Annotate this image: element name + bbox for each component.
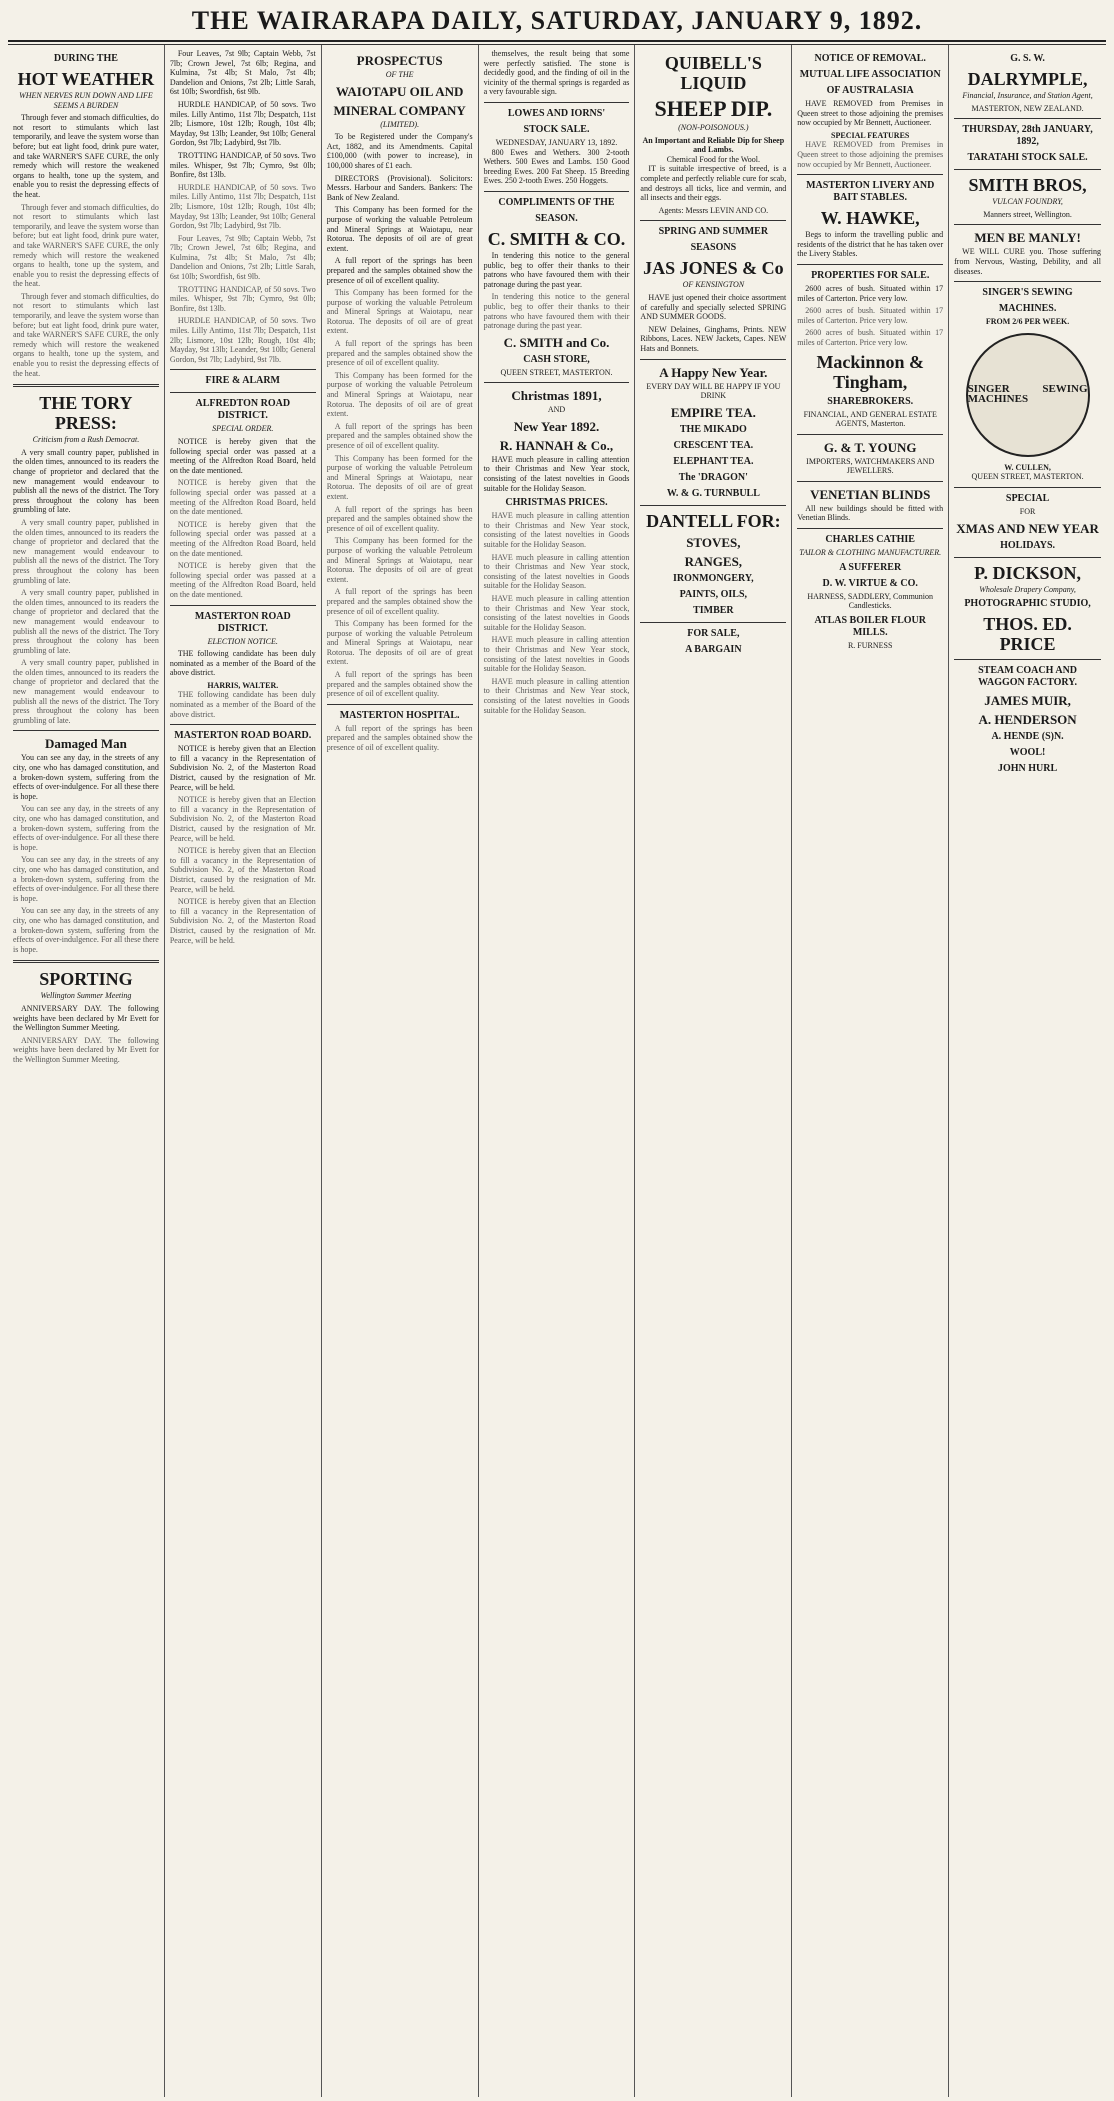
prospectus-text: To be Registered under the Company's Act, 1882, and its Amendments. Capital £100,000 (with power to increase), in 100,000 shares of £1 each. bbox=[326, 132, 473, 170]
advert-text: In tendering this notice to the general public, beg to offer their thanks to their patrons who have favoured them with their patronage during the past year. bbox=[483, 292, 630, 331]
divider bbox=[170, 605, 316, 606]
race-weights: HURDLE HANDICAP, of 50 sovs. Two miles. Lilly Antimo, 11st 7lb; Despatch, 11st 2lb; Lismore, 10st 12lb; Rough, 10st 4lb; Mayday, 9st 13lb; Leander, 9st 10lb; General Gordon, 9st 7lb; Ladybird, 9st 7lb. bbox=[169, 99, 316, 148]
advert-text: R. FURNESS bbox=[847, 640, 893, 650]
heading-john-hurl: JOHN HURL bbox=[997, 763, 1058, 775]
divider bbox=[954, 118, 1101, 119]
subheading-election-notice: ELECTION NOTICE. bbox=[207, 636, 278, 646]
heading-dalrymple: DALRYMPLE, bbox=[967, 69, 1088, 89]
address: QUEEN STREET, MASTERTON. bbox=[500, 367, 613, 377]
heading-for-sale: FOR SALE, bbox=[687, 627, 740, 639]
article-text: themselves, the result being that some were perfectly satisfied. The stone is decidedly good, and the finding of oil in the vicinity of the thermal springs is regarded as a very favourable sign. bbox=[483, 49, 630, 97]
heading-season: SEASON. bbox=[535, 212, 578, 224]
seal-text: SINGER SEWING MACHINES bbox=[967, 383, 1088, 405]
article-text: You can see any day, in the streets of any city, one who has damaged constitution, and a broken-down system, suffering from the effects of over-indulgence. For all these there is hope. bbox=[13, 753, 159, 801]
divider bbox=[13, 960, 159, 963]
property-list: 2600 acres of bush. Situated within 17 miles of Carterton. Price very low. bbox=[797, 283, 944, 303]
item-timber: TIMBER bbox=[693, 604, 734, 616]
heading-turnbull: W. & G. TURNBULL bbox=[666, 487, 760, 499]
special-features: SPECIAL FEATURES bbox=[831, 130, 910, 140]
heading-fire-alarm: FIRE & ALARM bbox=[205, 375, 280, 387]
heading-dragon: The 'DRAGON' bbox=[678, 471, 748, 483]
race-weights: TROTTING HANDICAP, of 50 sovs. Two miles. Whisper, 9st 7lb; Cymro, 9st 0lb; Bonfire, 8st 13lb. bbox=[169, 150, 316, 180]
heading-mikado: THE MIKADO bbox=[679, 423, 747, 435]
prospectus-text: This Company has been formed for the purpose of working the valuable Petroleum and Mineral Springs at Waiotapu, near Rotorua. The deposits of oil are of great extent. bbox=[326, 370, 473, 419]
subheading-of-the: OF THE bbox=[385, 70, 414, 79]
heading-men-be-manly: MEN BE MANLY! bbox=[974, 230, 1081, 246]
item-stoves: STOVES, bbox=[686, 534, 741, 550]
heading-spring-summer: SPRING AND SUMMER bbox=[658, 226, 769, 238]
heading-christmas: Christmas 1891, bbox=[511, 388, 602, 404]
race-weights: HURDLE HANDICAP, of 50 sovs. Two miles. Lilly Antimo, 11st 7lb; Despatch, 11st 2lb; Lismore, 10st 12lb; Rough, 10st 4lb; Mayday, 9st 13lb; Leander, 9st 10lb; General Gordon, 9st 7lb; Ladybird, 9st 7lb. bbox=[169, 182, 316, 231]
sale-date: WEDNESDAY, JANUARY 13, 1892. bbox=[495, 137, 618, 147]
prospectus-text: A full report of the springs has been prepared and the samples obtained show the presence of oil of excellent quality. bbox=[326, 504, 473, 533]
subheading-stock-sale: STOCK SALE. bbox=[523, 123, 590, 135]
divider bbox=[954, 557, 1101, 558]
subheading-special-order: SPECIAL ORDER. bbox=[212, 424, 274, 434]
heading-elephant-tea: ELEPHANT TEA. bbox=[673, 455, 754, 467]
heading-taratahi: TARATAHI STOCK SALE. bbox=[967, 152, 1088, 164]
tagline: An Important and Reliable Dip for Sheep and Lambs. bbox=[642, 135, 785, 155]
heading-hende: A. HENDE (S)N. bbox=[991, 731, 1064, 743]
heading-virtue: D. W. VIRTUE & CO. bbox=[822, 577, 918, 589]
subheading-limited: (LIMITED). bbox=[380, 119, 420, 129]
heading-holidays: HOLIDAYS. bbox=[1000, 539, 1056, 551]
notice-text: NOTICE is hereby given that an Election to fill a vacancy in the Representation of Subdivision No. 2, of the Masterton Road District, caused by the resignation of Mr. Pearce, will be held. bbox=[169, 795, 316, 843]
divider bbox=[484, 102, 630, 103]
heading-notice-removal: NOTICE OF REMOVAL. bbox=[814, 53, 926, 64]
prospectus-text: This Company has been formed for the purpose of working the valuable Petroleum and Mineral Springs at Waiotapu, near Rotorua. The deposits of oil are of great extent. bbox=[326, 536, 473, 584]
heading-waiotapu: WAIOTAPU OIL AND bbox=[335, 83, 464, 99]
advert-text: HAVE much pleasure in calling attention to their Christmas and New Year stock, consisting of the latest novelties in Goods suitable for the Holiday Season. bbox=[483, 594, 630, 632]
agent-name: W. CULLEN, bbox=[1004, 462, 1051, 472]
notice-text: NOTICE is hereby given that the following special order was passed at a meeting of the Alfredton Road Board, held on the date mentioned. bbox=[169, 519, 316, 558]
divider bbox=[640, 220, 786, 221]
divider bbox=[327, 704, 473, 705]
heading-sheep-dip: SHEEP DIP. bbox=[654, 96, 773, 121]
subheading-nerves: WHEN NERVES RUN DOWN AND LIFE SEEMS A BURDEN bbox=[19, 91, 153, 110]
article-text: You can see any day, in the streets of any city, one who has damaged constitution, and a broken-down system, suffering from the effects of over-indulgence. For all these there is hope. bbox=[13, 804, 159, 852]
heading-sporting: SPORTING bbox=[39, 969, 133, 990]
heading-livery-stables: MASTERTON LIVERY AND BAIT STABLES. bbox=[806, 180, 935, 204]
subheading-sharebrokers: SHAREBROKERS. bbox=[827, 395, 914, 407]
advert-text: Begs to inform the travelling public and residents of the district that he has taken over the Livery Stables. bbox=[797, 230, 944, 259]
heading-sufferer: A SUFFERER bbox=[839, 561, 902, 573]
price-line: FROM 2/6 PER WEEK. bbox=[985, 317, 1070, 327]
heading-tory-press: THE TORY PRESS: bbox=[39, 393, 133, 434]
heading-gsw: G. S. W. bbox=[1010, 53, 1045, 64]
heading-price: THOS. ED. PRICE bbox=[983, 614, 1072, 655]
heading-atlas-mills: ATLAS BOILER FLOUR MILLS. bbox=[814, 614, 926, 638]
agents: Agents: Messrs LEVIN AND CO. bbox=[658, 205, 769, 215]
divider bbox=[13, 730, 159, 731]
address: Manners street, Wellington. bbox=[983, 209, 1072, 219]
prospectus-text: A full report of the springs has been prepared and the samples obtained show the presence of oil of excellent quality. bbox=[326, 339, 473, 368]
column-7 bbox=[949, 45, 1106, 2097]
heading-mutual-life: MUTUAL LIFE ASSOCIATION bbox=[799, 69, 941, 80]
heading-g-t-young: G. & T. YOUNG bbox=[823, 439, 917, 455]
notice-text: THE following candidate has been duly nominated as a member of the Board of the above district. bbox=[169, 649, 316, 678]
divider bbox=[484, 191, 630, 192]
heading-bargain: A BARGAIN bbox=[685, 643, 742, 655]
prospectus-text: A full report of the springs has been prepared and the samples obtained show the presence of oil of excellent quality. bbox=[326, 587, 473, 616]
advert-text: HARNESS, SADDLERY, Communion Candlesticks. bbox=[807, 591, 934, 611]
subheading-non-poisonous: (NON-POISONOUS.) bbox=[678, 123, 749, 132]
property-list: 2600 acres of bush. Situated within 17 miles of Carterton. Price very low. bbox=[797, 306, 944, 325]
race-weights: Four Leaves, 7st 9lb; Captain Webb, 7st 7lb; Crown Jewel, 7st 6lb; Regina, and Kulmina, 7st 4lb; St Malo, 7st 4lb; Dandelion and Onions, 7st 2lb; Little Sarah, 6st 10lb; Swordfish, 6st 9lb. bbox=[169, 49, 316, 97]
address: MASTERTON, NEW ZEALAND. bbox=[971, 103, 1084, 113]
prospectus-text: A full report of the springs has been prepared and the samples obtained show the presence of oil of excellent quality. bbox=[326, 256, 473, 285]
heading-james-muir: JAMES MUIR, bbox=[984, 693, 1071, 709]
divider bbox=[797, 528, 943, 529]
heading-masterton-road-board: MASTERTON ROAD BOARD. bbox=[174, 730, 312, 742]
article-text: A very small country paper, published in the olden times, announced to its readers the change of proprietor and declared that the new management would endeavour to publish all the news of the district. The Tory press throughout the colony has been grumbling of late. bbox=[13, 517, 159, 585]
heading-for: FOR bbox=[1019, 506, 1036, 516]
heading-damaged-man: Damaged Man bbox=[44, 736, 127, 752]
prospectus-text: DIRECTORS (Provisional). Solicitors: Messrs. Harbour and Sanders. Bankers: The Bank of New Zealand. bbox=[326, 173, 473, 202]
subheading-tailor: TAILOR & CLOTHING MANUFACTURER. bbox=[799, 548, 942, 558]
notice-text: NOTICE is hereby given that an Election to fill a vacancy in the Representation of Subdivision No. 2, of the Masterton Road District, caused by the resignation of Mr. Pearce, will be held. bbox=[169, 897, 316, 945]
heading-c-smith-co: C. SMITH and Co. bbox=[503, 334, 610, 350]
heading-mineral-company: MINERAL COMPANY bbox=[333, 102, 466, 118]
divider bbox=[797, 264, 943, 265]
heading-during: DURING THE bbox=[53, 53, 118, 64]
article-text: A very small country paper, published in the olden times, announced to its readers the change of proprietor and declared that the new management would endeavour to publish all the news of the district. The Tory press throughout the colony has been grumbling of late. bbox=[13, 658, 159, 725]
advert-text: HAVE much pleasure in calling attention to their Christmas and New Year stock, consisting of the latest novelties in Goods suitable for the Holiday Season. bbox=[483, 511, 630, 550]
heading-thursday: THURSDAY, 28th JANUARY, 1892, bbox=[962, 124, 1093, 148]
divider bbox=[170, 392, 316, 393]
heading-photo-studio: PHOTOGRAPHIC STUDIO, bbox=[964, 598, 1091, 610]
advert-text: HAVE much pleasure in calling attention to their Christmas and New Year stock, consisting of the latest novelties in Goods suitable for the Holiday Season. bbox=[483, 552, 630, 591]
heading-charles-cathie: CHARLES CATHIE bbox=[825, 534, 915, 546]
advert-text: FINANCIAL, AND GENERAL ESTATE AGENTS, Masterton. bbox=[803, 409, 937, 429]
sale-list: 800 Ewes and Wethers. 300 2-tooth Wethers. 500 Ewes and Lambs. 150 Good breeding Ewes. 200 Fat Sheep. 15 Breeding Ewes. 250 2-tooth Ewes. 250 Hoggets. bbox=[483, 147, 630, 186]
heading-empire-tea: EMPIRE TEA. bbox=[670, 404, 756, 420]
heading-quibells: QUIBELL'S LIQUID bbox=[664, 53, 762, 93]
heading-new-year: New Year 1892. bbox=[513, 418, 600, 434]
prospectus-text: A full report of the springs has been prepared and the samples obtained show the presence of oil of excellent quality. bbox=[326, 670, 473, 699]
heading-w-hawke: W. HAWKE, bbox=[820, 208, 920, 229]
heading-p-dickson: P. DICKSON, bbox=[974, 562, 1081, 583]
article-text: Through fever and stomach difficulties, do not resort to stimulants which last temporarily, and leave the system worse than before; but eat light food, drink pure water, and take WARNER'S SAFE CURE, the only remedy which will restore the weakened organs to health, tone up the system, and enable you to resist the depressing effects of the heat. bbox=[13, 202, 159, 289]
heading-special: SPECIAL bbox=[1005, 492, 1050, 504]
heading-alfredton: ALFREDTON ROAD DISTRICT. bbox=[195, 398, 291, 422]
notice-text: THE following candidate has been duly nominated as a member of the Board of the above district. bbox=[169, 690, 316, 719]
advert-text: NEW Delaines, Ginghams, Prints. NEW Ribbons, Laces. NEW Jackets, Capes. NEW Hats and Bonnets. bbox=[640, 324, 787, 353]
divider bbox=[954, 659, 1101, 660]
item-ironmongery: IRONMONGERY, bbox=[673, 572, 754, 584]
masthead: THE WAIRARAPA DAILY, SATURDAY, JANUARY 9, 1892. bbox=[8, 6, 1106, 42]
subheading-summer-meeting: Wellington Summer Meeting bbox=[40, 991, 132, 1001]
prospectus-text: This Company has been formed for the purpose of working the valuable Petroleum and Mineral Springs at Waiotapu, near Rotorua. The deposits of oil are of great extent. bbox=[326, 619, 473, 667]
advert-text: HAVE much pleasure in calling attention to their Christmas and New Year stock, consisting of the latest novelties in Goods suitable for the Holiday Season. bbox=[483, 635, 630, 674]
advert-text: IMPORTERS, WATCHMAKERS AND JEWELLERS. bbox=[806, 456, 935, 476]
property-list: 2600 acres of bush. Situated within 17 miles of Carterton. Price very low. bbox=[797, 328, 944, 347]
heading-masterton-road-district: MASTERTON ROAD DISTRICT. bbox=[194, 610, 291, 634]
heading-seasons: SEASONS bbox=[690, 242, 737, 254]
heading-jas-jones: JAS JONES & Co bbox=[643, 258, 784, 279]
heading-crescent-tea: CRESCENT TEA. bbox=[673, 439, 754, 451]
notice-text: HAVE REMOVED from Premises in Queen street to those adjoining the premises now occupied by Mr Bennett, Auctioneer. bbox=[797, 140, 944, 169]
divider bbox=[484, 382, 630, 383]
tagline: EVERY DAY WILL BE HAPPY IF YOU DRINK bbox=[646, 381, 781, 401]
heading-compliments: COMPLIMENTS OF THE bbox=[498, 196, 615, 208]
article-text: A very small country paper, published in the olden times, announced to its readers the change of proprietor and declared that the new management would endeavour to publish all the news of the district. The Tory press throughout the colony has been grumbling of late. bbox=[13, 447, 159, 515]
advert-text: WE WILL CURE you. Those suffering from Nervous, Wasting, Debility, and all diseases. bbox=[954, 247, 1101, 276]
notice-text: NOTICE is hereby given that an Election to fill a vacancy in the Representation of Subdivision No. 2, of the Masterton Road District, caused by the resignation of Mr. Pearce, will be held. bbox=[169, 846, 316, 894]
divider bbox=[954, 169, 1101, 170]
heading-smith-bros: SMITH BROS, bbox=[968, 175, 1087, 196]
notice-text: NOTICE is hereby given that the following special order was passed at a meeting of the Alfredton Road Board, held on the date mentioned. bbox=[169, 478, 316, 517]
race-weights: TROTTING HANDICAP, of 50 sovs. Two miles. Whisper, 9st 7lb; Cymro, 9st 0lb; Bonfire, 8st 13lb. bbox=[169, 284, 316, 313]
heading-lowes-iorns: LOWES AND IORNS' bbox=[507, 107, 606, 119]
race-weights: Four Leaves, 7st 9lb; Captain Webb, 7st 7lb; Crown Jewel, 7st 6lb; Regina, and Kulmina, 7st 4lb; St Malo, 7st 4lb; Dandelion and Onions, 7st 2lb; Little Sarah, 6st 10lb; Swordfish, 6st 9lb. bbox=[169, 233, 316, 282]
divider bbox=[640, 505, 786, 506]
advert-text: HAVE just opened their choice assortment of carefully and specially selected SPRING AND SUMMER GOODS. bbox=[640, 292, 787, 322]
heading-prospectus: PROSPECTUS bbox=[356, 53, 443, 68]
heading-mackinnon: Mackinnon & Tingham, bbox=[816, 351, 924, 392]
prospectus-text: This Company has been formed for the purpose of working the valuable Petroleum and Mineral Springs at Waiotapu, near Rotorua. The deposits of oil are of great extent. bbox=[326, 453, 473, 501]
heading-machines: MACHINES. bbox=[998, 303, 1057, 315]
heading-henderson: A. HENDERSON bbox=[978, 712, 1077, 728]
column-4 bbox=[479, 45, 636, 2097]
heading-singers: SINGER'S SEWING bbox=[982, 287, 1073, 299]
columns bbox=[8, 44, 1106, 2097]
tagline: Chemical Food for the Wool. bbox=[666, 154, 760, 164]
article-text: ANNIVERSARY DAY. The following weights have been declared by Mr Evett for the Wellington Summer Meeting. bbox=[13, 1035, 159, 1064]
advert-text: HAVE much pleasure in calling attention to their Christmas and New Year stock, consisting of the latest novelties in Goods suitable for the Holiday Season. bbox=[483, 454, 630, 493]
notice-text: NOTICE is hereby given that the following special order was passed at a meeting of the Alfredton Road Board, held on the date mentioned. bbox=[169, 561, 316, 599]
candidate-name: HARRIS, WALTER. bbox=[207, 680, 279, 690]
divider bbox=[954, 487, 1101, 488]
column-6 bbox=[792, 45, 949, 2097]
race-weights: HURDLE HANDICAP, of 50 sovs. Two miles. Lilly Antimo, 11st 7lb; Despatch, 11st 2lb; Lismore, 10st 12lb; Rough, 10st 4lb; Mayday, 9st 13lb; Leander, 9st 10lb; General Gordon, 9st 7lb; Ladybird, 9st 7lb. bbox=[169, 316, 316, 364]
heading-c-smith: C. SMITH & CO. bbox=[487, 228, 626, 249]
divider bbox=[640, 359, 786, 360]
heading-wool: WOOL! bbox=[1009, 747, 1046, 759]
article-text: Through fever and stomach difficulties, do not resort to stimulants which last temporarily, and leave the system worse than before; but eat light food, drink pure water, and take WARNER'S SAFE CURE, the only remedy which will restore the weakened organs to health, tone up the system, and enable you to resist the depressing effects of the heat. bbox=[13, 113, 159, 199]
subheading-criticism: Criticism from a Rush Democrat. bbox=[32, 435, 140, 445]
subheading-cash-store: CASH STORE, bbox=[523, 353, 590, 365]
heading-happy-new-year: A Happy New Year. bbox=[659, 364, 768, 380]
heading-coach-factory: STEAM COACH AND WAGGON FACTORY. bbox=[978, 665, 1078, 689]
heading-venetian-blinds: VENETIAN BLINDS bbox=[810, 486, 931, 502]
address: QUEEN STREET, MASTERTON. bbox=[971, 472, 1084, 482]
divider bbox=[954, 224, 1101, 225]
article-text: Through fever and stomach difficulties, do not resort to stimulants which last temporarily, and leave the system worse than before; but eat light food, drink pure water, and take WARNER'S SAFE CURE, the only remedy which will restore the weakened organs to health, tone up the system, and enable you to resist the depressing effects of the heat. bbox=[13, 291, 159, 378]
article-text: You can see any day, in the streets of any city, one who has damaged constitution, and a broken-down system, suffering from the effects of over-indulgence. For all these there is hope. bbox=[13, 906, 159, 954]
notice-text: NOTICE is hereby given that an Election to fill a vacancy in the Representation of Subdivision No. 2, of the Masterton Road District, caused by the resignation of Mr. Pearce, will be held. bbox=[169, 744, 316, 792]
item-ranges: RANGES, bbox=[684, 553, 743, 569]
notice-text: A full report of the springs has been prepared and the samples obtained show the presence of oil of excellent quality. bbox=[326, 723, 473, 753]
divider bbox=[640, 622, 786, 623]
divider bbox=[797, 434, 943, 435]
subheading-wholesale: Wholesale Drapery Company, bbox=[979, 584, 1076, 594]
column-5 bbox=[635, 45, 792, 2097]
heading-r-hannah: R. HANNAH & Co., bbox=[499, 437, 614, 453]
heading-properties: PROPERTIES FOR SALE. bbox=[811, 269, 930, 281]
heading-australasia: OF AUSTRALASIA bbox=[826, 85, 914, 96]
subheading-vulcan: VULCAN FOUNDRY, bbox=[992, 197, 1063, 207]
column-3 bbox=[322, 45, 479, 2097]
prospectus-text: This Company has been formed for the purpose of working the valuable Petroleum and Mineral Springs at Waiotapu, near Rotorua. The deposits of oil are of great extent. bbox=[326, 288, 473, 336]
column-2 bbox=[165, 45, 322, 2097]
advert-text: HAVE much pleasure in calling attention to their Christmas and New Year stock, consisting of the latest novelties in Goods suitable for the Holiday Season. bbox=[483, 676, 630, 715]
column-1 bbox=[8, 45, 165, 2097]
heading-christmas-prices: CHRISTMAS PRICES. bbox=[505, 497, 608, 509]
subheading-financial: Financial, Insurance, and Station Agent, bbox=[962, 91, 1093, 100]
heading-and: AND bbox=[547, 405, 566, 415]
advert-text: IT is suitable irrespective of breed, is a complete and perfectly reliable cure for scab, and destroys all ticks, lice and vermin, and all insects and their eggs. bbox=[640, 164, 787, 203]
prospectus-text: A full report of the springs has been prepared and the samples obtained show the presence of oil of excellent quality. bbox=[326, 421, 473, 450]
divider bbox=[797, 174, 943, 175]
divider bbox=[954, 281, 1101, 282]
heading-xmas: XMAS AND NEW YEAR bbox=[956, 520, 1099, 536]
article-text: You can see any day, in the streets of any city, one who has damaged constitution, and a broken-down system, suffering from the effects of over-indulgence. For all these there is hope. bbox=[13, 855, 159, 903]
advert-text: All new buildings should be fitted with Venetian Blinds. bbox=[797, 503, 944, 523]
subheading-kensington: OF KENSINGTON bbox=[682, 280, 745, 290]
heading-dantell: DANTELL FOR: bbox=[646, 510, 781, 531]
sewing-machine-seal bbox=[966, 333, 1090, 457]
prospectus-text: This Company has been formed for the purpose of working the valuable Petroleum and Mineral Springs at Waiotapu, near Rotorua. The deposits of oil are of great extent. bbox=[326, 205, 473, 253]
heading-masterton-hospital: MASTERTON HOSPITAL. bbox=[339, 709, 460, 721]
notice-text: NOTICE is hereby given that the following special order was passed at a meeting of the Alfredton Road Board, held on the date mentioned. bbox=[169, 437, 316, 475]
divider bbox=[170, 724, 316, 725]
article-text: A very small country paper, published in the olden times, announced to its readers the change of proprietor and declared that the new management would endeavour to publish all the news of the district. The Tory press throughout the colony has been grumbling of late. bbox=[13, 588, 159, 655]
divider bbox=[170, 369, 316, 370]
item-paints: PAINTS, OILS, bbox=[679, 588, 748, 600]
notice-text: HAVE REMOVED from Premises in Queen street to those adjoining the premises now occupied by Mr Bennett, Auctioneer. bbox=[797, 99, 944, 128]
heading-hot-weather: HOT WEATHER bbox=[17, 69, 155, 89]
advert-text: In tendering this notice to the general public, beg to offer their thanks to their patrons who have favoured them with their patronage during the past year. bbox=[483, 250, 630, 289]
divider bbox=[797, 481, 943, 482]
article-text: ANNIVERSARY DAY. The following weights have been declared by Mr Evett for the Wellington Summer Meeting. bbox=[13, 1003, 159, 1033]
divider bbox=[13, 384, 159, 387]
